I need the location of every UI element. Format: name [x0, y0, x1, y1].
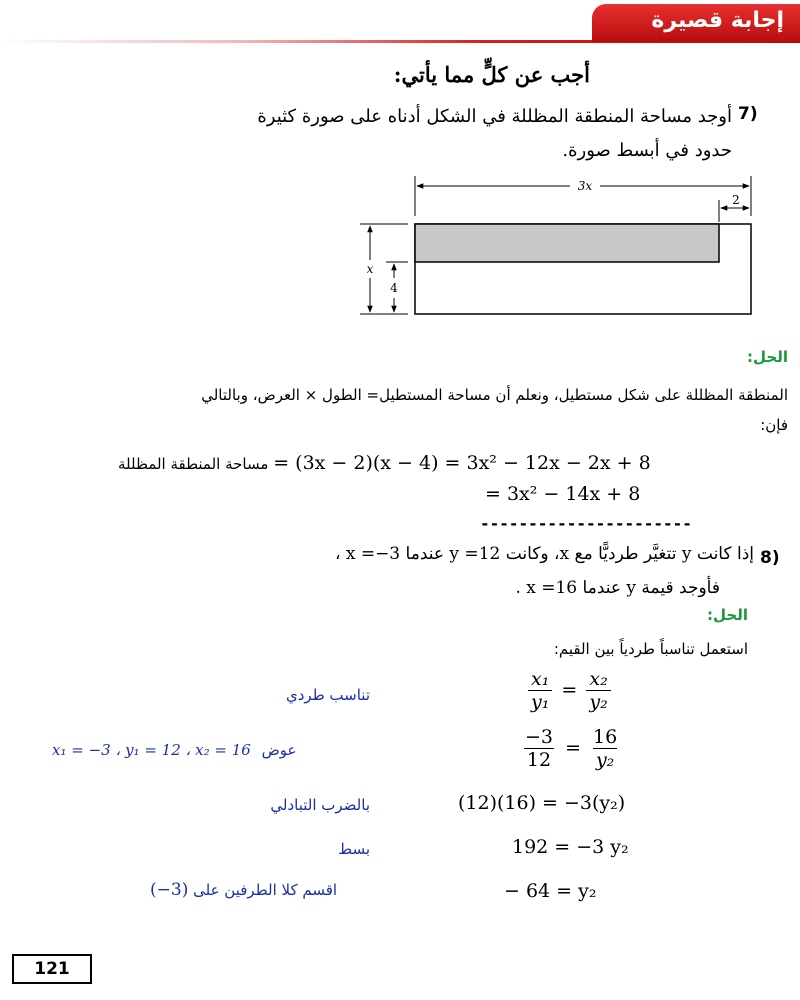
page-number: 121	[12, 954, 92, 984]
step2-row	[52, 741, 296, 759]
sol7-line2: فإن:	[760, 416, 788, 434]
step3-label: بالضرب التبادلي	[270, 796, 370, 814]
step5-row	[150, 880, 337, 900]
fraction-x2-y2: $\frac{\text{x₂}}{\text{y₂}}$	[586, 668, 610, 713]
frac-eq-1: $\frac{\text{x₁}}{\text{y₁}}$ = $\frac{\text{x₂}}{\text{y₂}}$	[528, 668, 611, 713]
fraction-16-y2: $\frac{16}{\text{y₂}}$	[593, 726, 618, 771]
sol8-intro: استعمل تناسباً طردياً بين القيم:	[553, 640, 748, 658]
step5-label-suffix: (−3)	[150, 880, 189, 900]
frac-eq-2: $\frac{-3}{12}$ = $\frac{16}{\text{y₂}}$	[522, 726, 620, 771]
label-3x: 3x	[577, 179, 593, 193]
sol7-line1: المنطقة المظللة على شكل مستطيل، ونعلم أن مساحة المستطيل= الطول × العرض، وبالتالي	[201, 386, 788, 404]
q8-number: 8)	[760, 548, 780, 568]
fraction-x1-y1: $\frac{\text{x₁}}{\text{y₁}}$	[528, 668, 552, 713]
q7-text	[172, 100, 732, 168]
step2-label: عوض	[261, 741, 297, 759]
eq1-row	[118, 452, 651, 474]
q8-line2: فأوجد قيمة y عندما x =16 .	[515, 578, 720, 598]
rectangle-figure	[350, 170, 770, 320]
fraction-neg3-12: $\frac{-3}{12}$	[525, 726, 554, 771]
instructions: أجب عن كلٍّ مما يأتي:	[393, 62, 590, 87]
step4-math: 192 = −3 y₂	[512, 836, 629, 858]
eq1-label: مساحة المنطقة المظللة	[118, 455, 269, 473]
sol7-text	[28, 380, 788, 440]
step2-note: x₁ = −3 ، y₁ = 12 ، x₂ = 16	[52, 741, 251, 759]
label-2: 2	[732, 193, 740, 207]
step5-label: اقسم كلا الطرفين على	[193, 881, 338, 899]
step5-math: − 64 = y₂	[504, 880, 597, 902]
step1-label: تناسب طردي	[286, 686, 370, 704]
sol7-label: الحل:	[747, 348, 788, 366]
q8-line1: إذا كانت y تتغيَّر طرديًّا مع x، وكانت 12= y عندما x =−3 ،	[334, 544, 754, 564]
q7-line1: أوجد مساحة المنطقة المظللة في الشكل أدناه على صورة كثيرة	[257, 106, 732, 127]
q7-line2: حدود في أبسط صورة.	[562, 140, 732, 161]
sol8-label: الحل:	[707, 606, 748, 624]
divider: ----------------------	[480, 514, 692, 533]
eq1-math: = (3x − 2)(x − 4) = 3x² − 12x − 2x + 8	[273, 452, 651, 474]
eq2-math: = 3x² − 14x + 8	[485, 483, 641, 505]
step3-math: (12)(16) = −3(y₂)	[458, 792, 626, 814]
label-4: 4	[390, 281, 398, 295]
shaded-region	[415, 224, 719, 262]
step4-label: بسط	[338, 840, 370, 858]
label-x: x	[366, 262, 374, 276]
section-title: إجابة قصيرة	[651, 8, 784, 33]
q7-number: 7)	[738, 104, 758, 124]
